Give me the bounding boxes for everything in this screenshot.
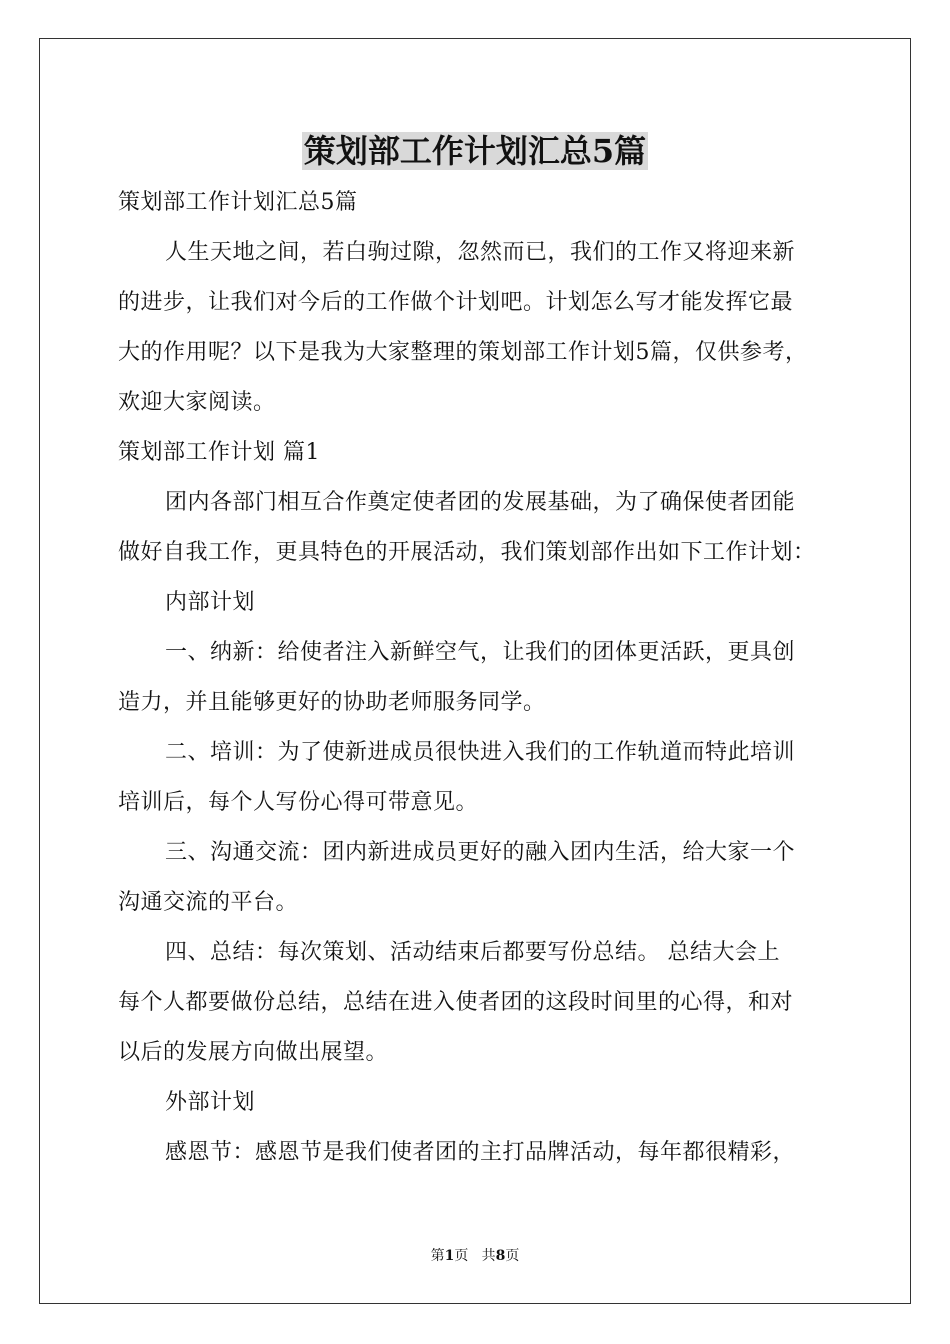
- text-line: 以后的发展方向做出展望。: [118, 1040, 389, 1065]
- text-line: 欢迎大家阅读。: [118, 390, 276, 415]
- document-title: [0, 124, 950, 178]
- text-line: 感恩节：感恩节是我们使者团的主打品牌活动，每年都很精彩，: [165, 1140, 796, 1165]
- text-line: 三、沟通交流：团内新进成员更好的融入团内生活，给大家一个: [165, 840, 796, 865]
- text-line: 策划部工作计划 篇1: [118, 440, 320, 465]
- text-line: 一、纳新：给使者注入新鲜空气，让我们的团体更活跃，更具创: [165, 640, 796, 665]
- total-suffix: 页: [505, 1248, 520, 1264]
- page-prefix: 第: [430, 1248, 445, 1264]
- document-body: [118, 178, 838, 1178]
- text-line: 策划部工作计划汇总5篇: [118, 190, 358, 215]
- text-line: 造力，并且能够更好的协助老师服务同学。: [118, 690, 546, 715]
- total-page-number: 8: [495, 1248, 506, 1264]
- text-line: 四、总结：每次策划、活动结束后都要写份总结。 总结大会上: [165, 940, 780, 965]
- text-line: 团内各部门相互合作奠定使者团的发展基础，为了确保使者团能: [165, 490, 796, 515]
- text-line: 培训后，每个人写份心得可带意见。: [118, 790, 479, 815]
- text-line: 大的作用呢？以下是我为大家整理的策划部工作计划5篇，仅供参考，: [118, 340, 808, 365]
- current-page-number: 1: [444, 1248, 455, 1264]
- text-line: 的进步，让我们对今后的工作做个计划吧。计划怎么写才能发挥它最: [118, 290, 794, 315]
- text-line: 二、培训：为了使新进成员很快进入我们的工作轨道而特此培训: [165, 740, 796, 765]
- text-line: 内部计划: [165, 590, 256, 615]
- text-line: 外部计划: [165, 1090, 256, 1115]
- page-footer: [0, 1246, 950, 1266]
- text-line: 沟通交流的平台。: [118, 890, 299, 915]
- text-line: 每个人都要做份总结，总结在进入使者团的这段时间里的心得，和对: [118, 990, 794, 1015]
- page-suffix: 页: [454, 1248, 469, 1264]
- text-line: 人生天地之间，若白驹过隙，忽然而已，我们的工作又将迎来新: [165, 240, 796, 265]
- document-title-text: 策划部工作计划汇总5篇: [303, 132, 647, 170]
- total-prefix: 共: [481, 1248, 496, 1264]
- text-line: 做好自我工作，更具特色的开展活动，我们策划部作出如下工作计划：: [118, 540, 816, 565]
